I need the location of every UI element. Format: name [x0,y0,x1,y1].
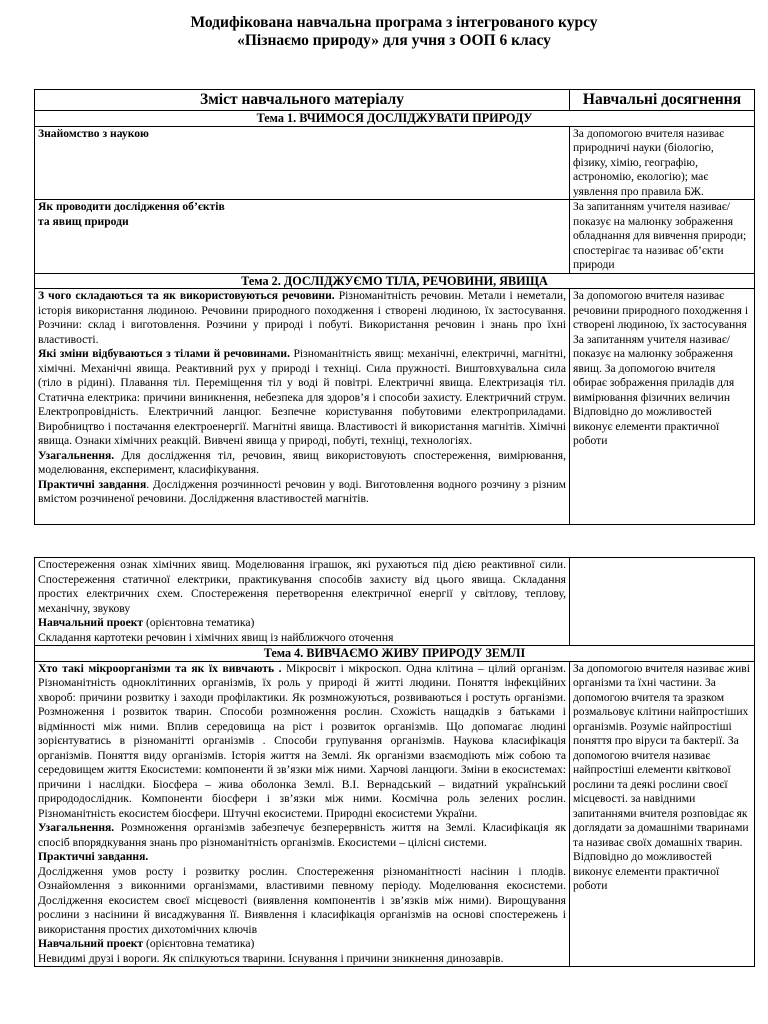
curriculum-table [34,89,755,525]
project-note: (орієнтовна тематика) [143,616,255,629]
table-row [35,289,755,525]
paragraph-heading: З чого складаються та як використовуються речовини. [38,289,335,302]
theme-2-heading: Тема 2. ДОСЛІДЖУЄМО ТІЛА, РЕЧОВИНИ, ЯВИЩА [35,273,755,289]
paragraph [38,937,566,952]
paragraph-heading: Узагальнення. [38,448,115,462]
content-cell [35,289,570,525]
paragraph-heading: Практичні завдання [38,477,147,491]
theme-4-heading: Тема 4. ВИВЧАЄМО ЖИВУ ПРИРОДУ ЗЕМЛІ [35,646,755,662]
theme-1-heading: Тема 1. ВЧИМОСЯ ДОСЛІДЖУВАТИ ПРИРОДУ [35,111,755,127]
theme-row [35,646,755,662]
paragraph [38,449,566,478]
project-text: Складання картотеки речовин і хімічних явищ із найближчого оточення [38,630,394,644]
paragraph-text: . Дослідження розчинності речовин у воді. Виготовлення водного розчину з різним вмістом розчиненої речовини. Дослідження властивостей магнітів. [38,477,566,505]
theme-row [35,111,755,127]
topic-title: Знайомство з наукою [38,126,149,140]
achievement-cell: За запитанням учителя називає/показує на малюнку зображення обладнання для вивчення природи; спостерігає та називає об’єкти природи [570,200,755,274]
paragraph [38,289,566,347]
achievement-cell [570,558,755,646]
table-row [35,126,755,200]
paragraph-text: Дослідження умов росту і розвитку рослин. Спостереження різноманітності насінин і плодів. Ознайомлення з виконними організмами, властивими певному періоду. Моделювання екосистеми. Дослідження екосистем своєї місцевості (виявлення компонентів і зв’язків між ними). Вирощування рослини з насінини й висаджування її. Виявлення і класифікація організмів на основі спостережень і використання простих дихотомічних ключів [38,864,566,936]
table-row [35,200,755,274]
paragraph-text: Спостереження ознак хімічних явищ. Моделювання іграшок, які рухаються під дією реактивної сили. Спостереження статичної електрики, практикування способів захисту від цього явища. Складання простих електричних схем. Спостереження перетворення електричної енергії у світлову, теплову, механічну, звукову [38,558,566,615]
paragraph-heading: Узагальнення. [38,821,115,834]
project-note: (орієнтовна тематика) [143,937,255,950]
paragraph-heading: Які зміни відбуваються з тілами й речовинами. [38,347,290,360]
document-title [34,14,754,50]
achievement-cell: За допомогою вчителя називає природничі науки (біологію, фізику, хімію, географію, астрономію, екологію); має уявлення про правила БЖ. [570,126,755,200]
paragraph-text: Різноманітність явищ: механічні, електричні, магнітні, хімічні. Механічні явища. Реактивний рух у природі і техніці. Сила пружності. Виштовхувальна сила (тіло в рідині). Плавання тіл. Переміщення тіл у воді й повітрі. Електричні явища. Електризація тіл. Статична електрика: причини виникнення, небезпека для здоров’я і способи захисту. Електричний струм. Електропровідність. Електричний ланцюг. Безпечне користування побутовими електроприладами. Виробництво і постачання електроенергії. Магнітні явища. Властивості й використання магнітів. Хімічні явища. Ознаки хімічних реакцій. Вивчені явища у природі, побуті, техніці, технологіях. [38,347,566,447]
title-line-1: Модифікована навчальна програма з інтегрованого курсу [190,14,598,31]
theme-row [35,273,755,289]
header-achievements: Навчальні досягнення [570,90,755,111]
topic-title: Як проводити дослідження об’єктів [38,200,225,213]
paragraph [38,478,566,507]
content-cell [35,558,570,646]
achievement-cell: За допомогою вчителя називає речовини природного походження і створені людиною, їх застосування За запитанням учителя називає/показує на малюнку зображення явищ. За допомогою вчителя обирає зображення приладів для вимірювання фізичних величин Відповідно до можливостей виконує елементи практичної роботи [570,289,755,525]
content-cell [35,200,570,274]
curriculum-table-continued [34,557,755,967]
paragraph [38,347,566,449]
content-cell [35,661,570,967]
header-content: Зміст навчального матеріалу [35,90,570,111]
project-text: Невидимі друзі і вороги. Як спілкуються тварини. Існування і причини зникнення динозаврів. [38,951,504,965]
title-line-2: «Пізнаємо природу» для учня з ООП 6 класу [237,32,551,49]
paragraph-text: Розмноження організмів забезпечує безперервність життя на Землі. Класифікація як спосіб впорядкування знань про різноманітність організмів. Екосистеми – цілісні системи. [38,821,566,849]
paragraph-text: Мікросвіт і мікроскоп. Одна клітина – цілий організм. Різноманітність одноклітинних організмів, їх роль у природі й житті людини. Поняття інфекційних хвороб: причини розвитку і заходи профілактики. Як розмножуються, розвиваються і ростуть організми. Розмноження і розвиток тварин. Способи розмноження рослин. Схожість нащадків з батьками і відмінності між ними. Вплив середовища на ріст і розвиток організмів. Що допомагає людині зорієнтуватись в різноманітті організмів . Способи групування організмів. Наукова класифікація організмів. Поняття виду організмів. Історія життя на Землі. Як організми взаємодіють між собою та середовищем життя Екосистеми: компоненти й зв’язки між ними. Харчові ланцюги. Зміни в екосистемах: причини і наслідки. Біосфера – жива оболонка Землі. В.І. Вернадський – видатний український природодослідник. Компоненти біосфери і зв’язки між ними. Космічна роль зелених рослин. Різноманітність екосистем біосфери. Штучні екосистеми. Природні екосистеми України. [38,661,566,820]
project-heading: Навчальний проект [38,616,144,629]
paragraph [38,616,566,631]
table-row [35,558,755,646]
topic-title-cont: та явищ природи [38,214,129,228]
project-heading: Навчальний проект [38,937,144,950]
table-row [35,661,755,967]
paragraph [38,662,566,822]
paragraph-heading: Хто такі мікроорганізми та як їх вивчають . [38,661,282,675]
paragraph [38,821,566,850]
paragraph-text: Різноманітність речовин. Метали і неметали, історія використання людиною. Речовини природного походження і створені людиною, їх застосування. Розчини: склад і виготовлення. Розчини у природі і побуті. Використання речовин і знань про їхні властивості. [38,289,566,346]
table-header-row [35,90,755,111]
paragraph-text: Для дослідження тіл, речовин, явищ використовують спостереження, вимірювання, моделювання, експеримент, класифікування. [38,448,566,476]
content-cell [35,126,570,200]
achievement-cell: За допомогою вчителя називає живі організми та їхні частини. За допомогою вчителя та зразком розмальовує клітини найпростіших організмів. Розуміє найпростіші поняття про віруси та бактерії. За допомогою вчителя називає найпростіші елементи квіткової рослини та деякі рослини своєї місцевості. за навідними запитаннями вчителя розповідає як доглядати за домашніми тваринами та називає своїх домашніх тварин. Відповідно до можливостей виконує елементи практичної роботи [570,661,755,967]
paragraph-heading: Практичні завдання. [38,850,149,863]
